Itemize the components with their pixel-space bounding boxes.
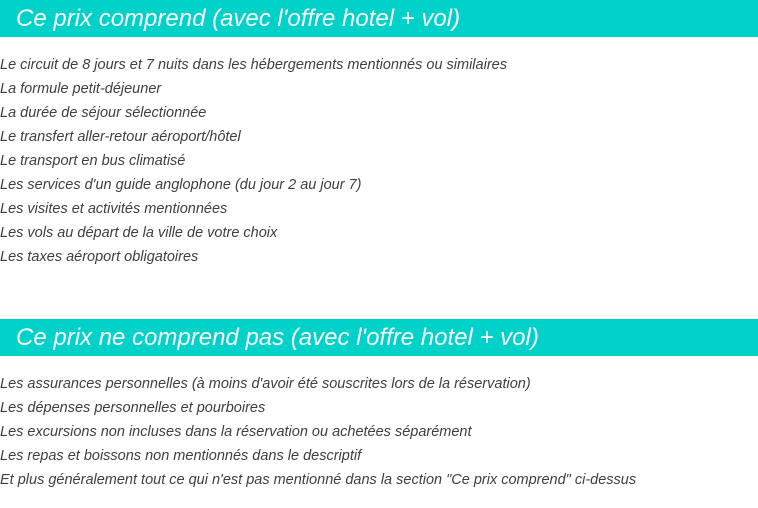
included-item: Le circuit de 8 jours et 7 nuits dans les hébergements mentionnés ou similaires <box>0 57 507 73</box>
included-item: Le transfert aller-retour aéroport/hôtel <box>0 129 241 145</box>
included-item: Le transport en bus climatisé <box>0 153 186 169</box>
included-item: Les services d'un guide anglophone (du jour 2 au jour 7) <box>0 177 362 193</box>
excluded-item: Les repas et boissons non mentionnés dans le descriptif <box>0 448 362 464</box>
excluded-item: Et plus généralement tout ce qui n'est pas mentionné dans la section "Ce prix comprend" ci-dessus <box>0 472 637 488</box>
included-item: Les visites et activités mentionnées <box>0 201 228 217</box>
included-item: Les taxes aéroport obligatoires <box>0 249 199 265</box>
included-item: La formule petit-déjeuner <box>0 81 162 97</box>
excluded-items-list <box>0 372 636 492</box>
excluded-item: Les excursions non incluses dans la réservation ou achetées séparément <box>0 424 472 440</box>
included-item: Les vols au départ de la ville de votre choix <box>0 225 278 241</box>
included-items-list <box>0 53 507 269</box>
excluded-item: Les dépenses personnelles et pourboires <box>0 400 266 416</box>
included-item: La durée de séjour sélectionnée <box>0 105 207 121</box>
excluded-item: Les assurances personnelles (à moins d'avoir été souscrites lors de la réservation) <box>0 376 531 392</box>
included-section-title: Ce prix comprend (avec l'offre hotel + vol) <box>0 0 758 37</box>
excluded-section-title: Ce prix ne comprend pas (avec l'offre hotel + vol) <box>0 319 758 356</box>
